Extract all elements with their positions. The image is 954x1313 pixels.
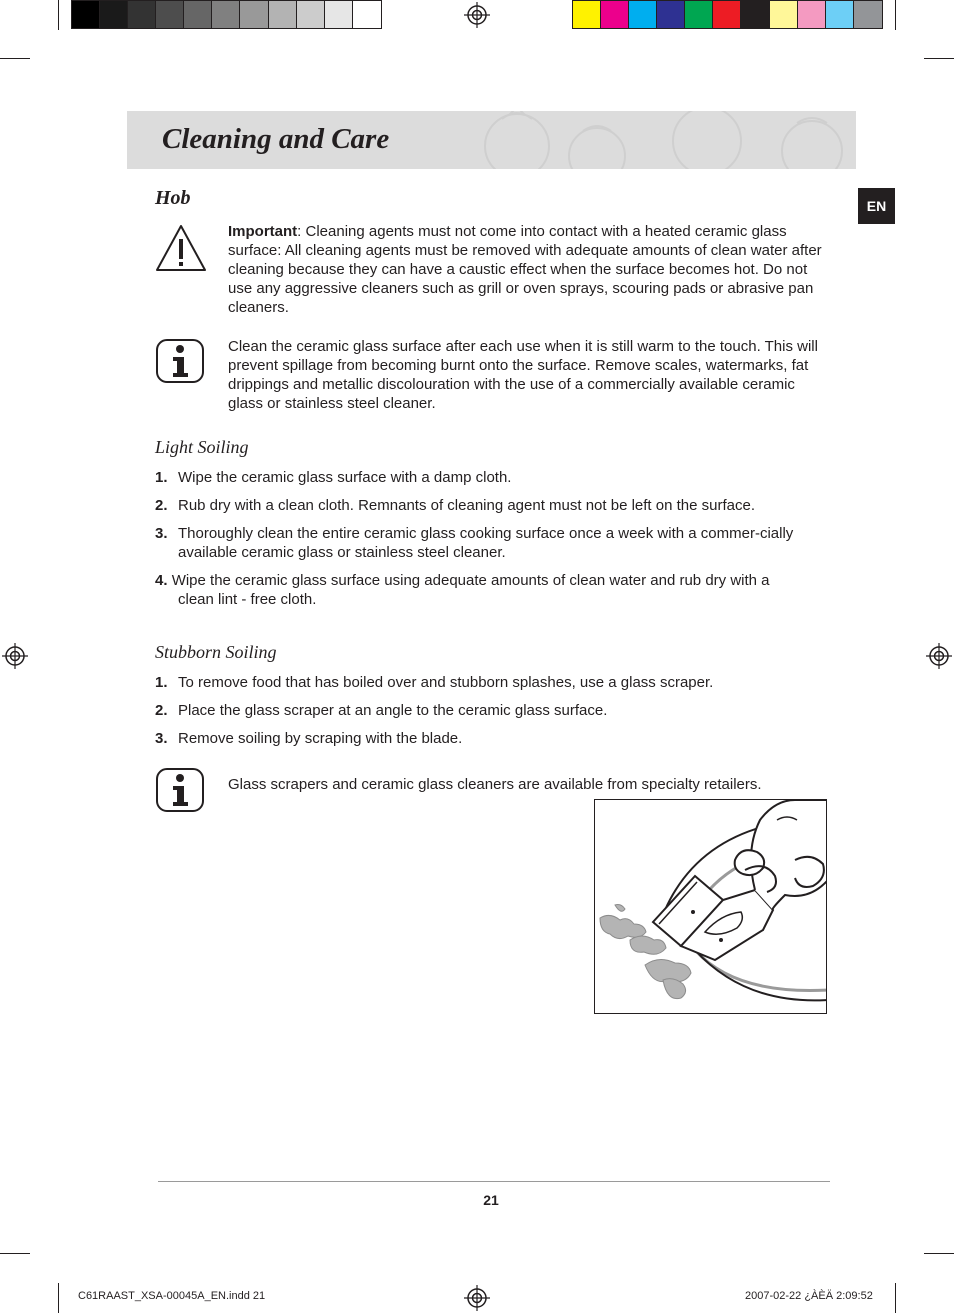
registration-mark-icon [464,1285,490,1311]
list-item: 4. Wipe the ceramic glass surface using adequate amounts of clean water and rub dry with a clean lint - free cloth. [155,571,770,609]
glass-scraper-illustration-icon [595,800,827,1014]
important-note-text: : Cleaning agents must not come into contact with a heated ceramic glass surface: All cleaning agents must be removed with adequate amounts of clean water after cleaning because they can have a caustic effect when the surface becomes hot. Do not use any aggressive cleaners such as grill or oven sprays, scouring pads or abrasive pan cleaners. [228,223,822,317]
registration-mark-icon [464,2,490,28]
list-item: 3. Thoroughly clean the entire ceramic glass cooking surface once a week with a commer-cially available ceramic glass or stainless steel cleaner. [155,524,794,562]
list-item: 1. To remove food that has boiled over and stubborn splashes, use a glass scraper. [155,674,714,691]
color-swatch [741,1,769,28]
crop-mark-bottom-right-v [895,1283,896,1313]
sub-heading-light-soiling: Light Soiling [155,437,249,457]
header-band [127,111,856,169]
crop-mark-top-right-v [895,0,896,30]
date-slug: 2007-02-22 ¿ÀÈÄ 2:09:52 [745,1290,873,1302]
crop-mark-bottom-right-h [924,1253,954,1254]
color-swatch [100,1,128,28]
crop-mark-bottom-left-h [0,1253,30,1254]
important-label: Important [228,223,298,240]
crop-mark-top-left-h [0,58,30,59]
scraper-illustration-frame [594,799,827,1014]
important-note [228,222,832,317]
color-swatch [854,1,882,28]
list-item: 2. Rub dry with a clean cloth. Remnants of cleaning agent must not be left on the surface. [155,496,755,514]
light-soiling-steps [155,468,835,618]
info-note: Glass scrapers and ceramic glass cleaners are available from specialty retailers. [228,776,762,793]
section-heading: Hob [155,187,191,209]
language-tab: EN [858,188,895,224]
color-swatch [826,1,854,28]
page-title: Cleaning and Care [162,123,390,155]
list-item: 1. Wipe the ceramic glass surface with a damp cloth. [155,469,512,486]
gray-swatch-bar [71,0,382,29]
color-swatch [601,1,629,28]
sub-heading-stubborn-soiling: Stubborn Soiling [155,642,277,662]
color-swatch [156,1,184,28]
list-item: 2. Place the glass scraper at an angle to the ceramic glass surface. [155,701,608,719]
color-swatch [353,1,381,28]
file-slug: C61RAAST_XSA-00045A_EN.indd 21 [78,1290,266,1302]
color-swatch [798,1,826,28]
color-swatch [657,1,685,28]
page-number: 21 [483,1192,499,1208]
list-item: 3. Remove soiling by scraping with the blade. [155,729,463,747]
color-swatch [573,1,601,28]
crop-mark-top-left-v [58,0,59,30]
color-swatch [297,1,325,28]
color-swatch [629,1,657,28]
registration-mark-icon [2,643,28,669]
color-swatch [770,1,798,28]
color-swatch [713,1,741,28]
color-swatch [72,1,100,28]
list-number: 4. [155,571,168,589]
color-swatch [184,1,212,28]
color-swatch [325,1,353,28]
color-swatch [685,1,713,28]
info-icon [155,338,205,384]
color-swatch [212,1,240,28]
color-swatch [128,1,156,28]
color-swatch [240,1,268,28]
info-note: Clean the ceramic glass surface after each use when it is still warm to the touch. This will prevent spillage from becoming burnt onto the surface. Remove scales, watermarks, fat drippings and metallic discolouration with the use of a commercially available ceramic glass or stainless steel cleaner. [228,338,818,413]
crop-mark-bottom-left-v [58,1283,59,1313]
color-swatch-bar [572,0,883,29]
color-swatch [269,1,297,28]
stubborn-soiling-steps [155,673,835,756]
tomato-watermark-icon [457,111,856,169]
crop-mark-top-right-h [924,58,954,59]
info-icon [155,767,205,813]
registration-mark-icon [926,643,952,669]
footer-rule [158,1181,830,1182]
warning-triangle-icon [155,224,207,272]
